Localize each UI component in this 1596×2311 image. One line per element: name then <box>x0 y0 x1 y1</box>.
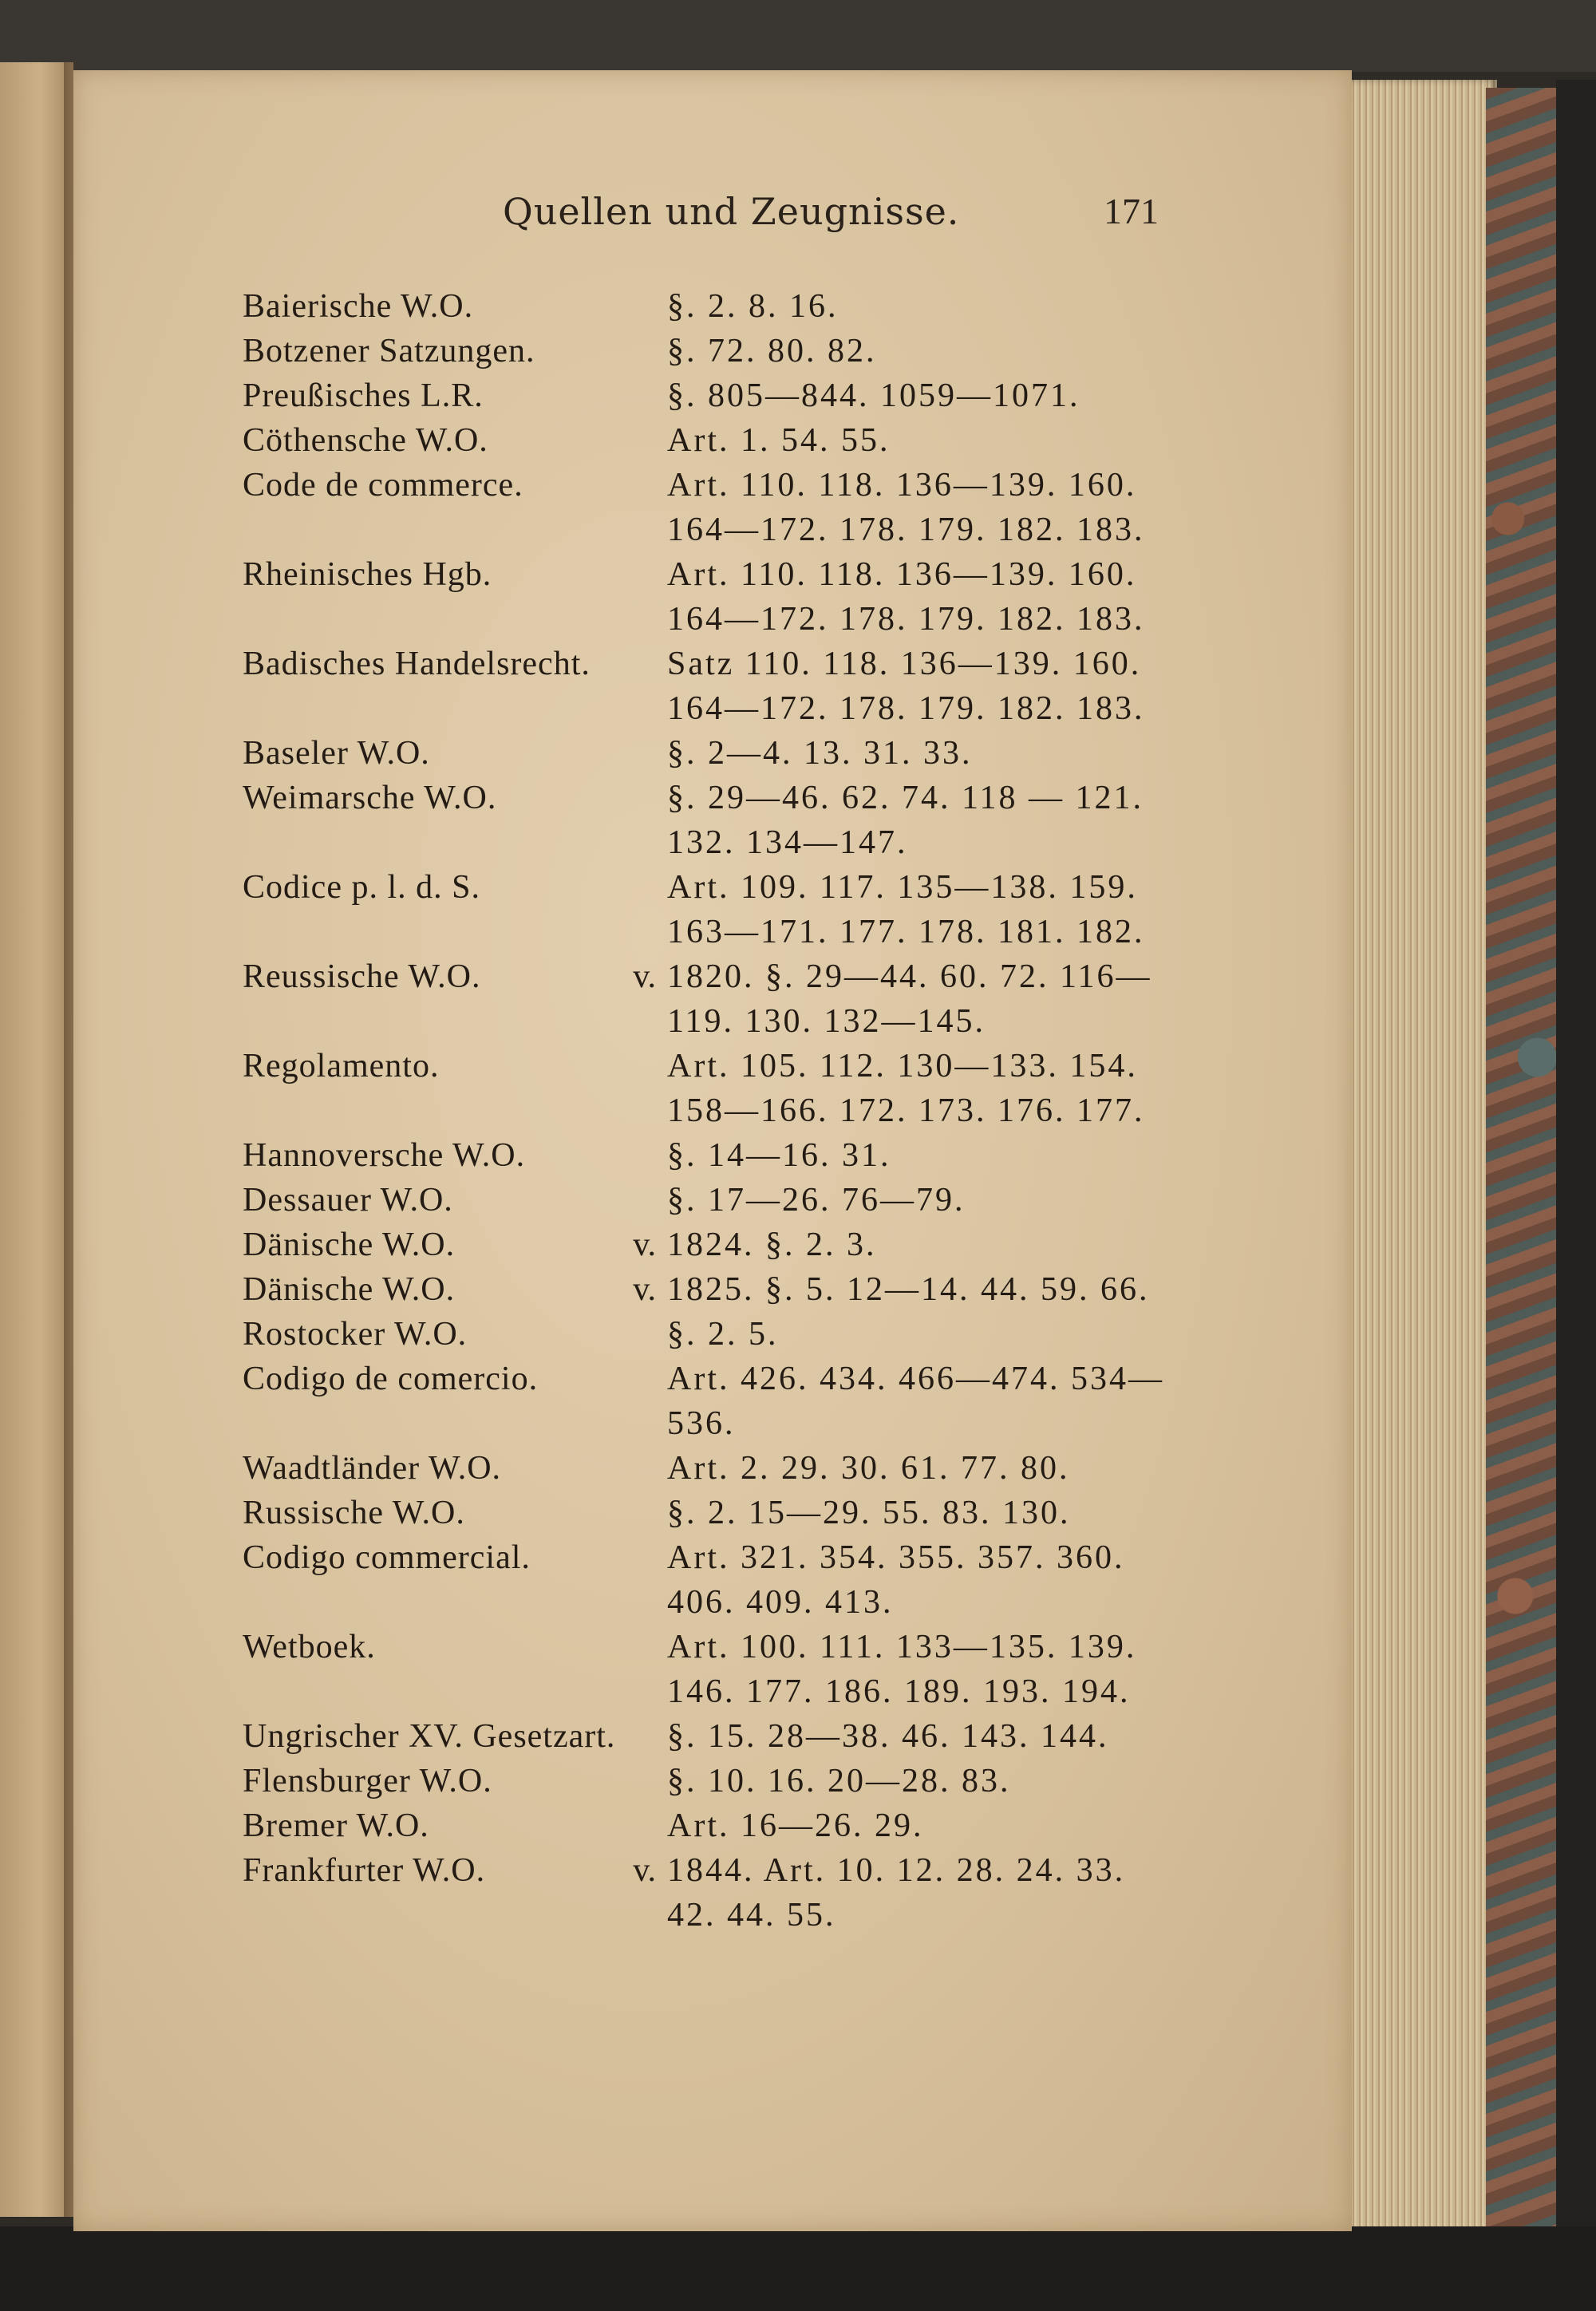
article-references: §. 10. 16. 20—28. 83. <box>667 1763 1011 1799</box>
source-entry <box>0 1446 1596 1491</box>
entry-line <box>0 1535 1596 1580</box>
entry-line <box>0 1491 1596 1535</box>
source-entry <box>0 329 1596 373</box>
source-name: Rostocker W.O. <box>243 1316 468 1353</box>
article-references: §. 805—844. 1059—1071. <box>667 377 1080 414</box>
article-references: §. 72. 80. 82. <box>667 333 877 369</box>
source-entry <box>0 1625 1596 1714</box>
article-references: §. 2—4. 13. 31. 33. <box>667 735 973 772</box>
source-name: Preußisches L.R. <box>243 377 484 414</box>
source-entry <box>0 284 1596 329</box>
entry-line <box>0 642 1596 686</box>
source-entry <box>0 1312 1596 1357</box>
source-list <box>0 284 1596 1938</box>
article-references: 1844. Art. 10. 12. 28. 24. 33. <box>667 1852 1126 1889</box>
entry-line <box>0 1759 1596 1803</box>
source-entry <box>0 1133 1596 1178</box>
source-entry <box>0 954 1596 1044</box>
article-references: 1824. §. 2. 3. <box>667 1227 877 1263</box>
article-references: §. 14—16. 31. <box>667 1137 891 1174</box>
entry-line <box>0 1580 1596 1625</box>
source-name: Baseler W.O. <box>243 735 430 772</box>
source-name: Rheinisches Hgb. <box>243 556 492 593</box>
source-name: Weimarsche W.O. <box>243 780 497 816</box>
date-prefix: v. <box>633 958 656 995</box>
article-references: §. 2. 8. 16. <box>667 288 839 325</box>
source-entry <box>0 1714 1596 1759</box>
article-references: Art. 2. 29. 30. 61. 77. 80. <box>667 1450 1070 1487</box>
source-entry <box>0 1803 1596 1848</box>
article-references: Art. 109. 117. 135—138. 159. <box>667 869 1138 906</box>
entry-line <box>0 1088 1596 1133</box>
article-references: §. 29—46. 62. 74. 118 — 121. <box>667 780 1144 816</box>
source-entry <box>0 1759 1596 1803</box>
source-name: Regolamento. <box>243 1048 440 1084</box>
article-references: Art. 426. 434. 466—474. 534— <box>667 1361 1164 1397</box>
entry-line <box>0 1848 1596 1893</box>
entry-line <box>0 1401 1596 1446</box>
article-references: Art. 321. 354. 355. 357. 360. <box>667 1539 1125 1576</box>
running-head <box>0 190 1596 254</box>
source-name: Frankfurter W.O. <box>243 1852 486 1889</box>
article-references: §. 17—26. 76—79. <box>667 1182 966 1219</box>
date-prefix: v. <box>633 1852 656 1889</box>
entry-line <box>0 865 1596 910</box>
source-entry <box>0 865 1596 954</box>
source-entry <box>0 373 1596 418</box>
source-name: Code de commerce. <box>243 467 523 504</box>
source-name: Badisches Handelsrecht. <box>243 646 591 682</box>
entry-line <box>0 1044 1596 1088</box>
source-name: Baierische W.O. <box>243 288 474 325</box>
page-title: Quellen und Zeugnisse. <box>503 190 960 233</box>
article-references: 1825. §. 5. 12—14. 44. 59. 66. <box>667 1271 1150 1308</box>
article-references: Art. 110. 118. 136—139. 160. <box>667 556 1137 593</box>
article-references: Art. 16—26. 29. <box>667 1807 924 1844</box>
entry-line <box>0 776 1596 820</box>
entry-line <box>0 463 1596 508</box>
source-name: Cöthensche W.O. <box>243 422 488 459</box>
source-name: Ungrischer XV. Gesetzart. <box>243 1718 616 1755</box>
entry-line <box>0 1714 1596 1759</box>
entry-line <box>0 418 1596 463</box>
page-number: 171 <box>1104 191 1159 231</box>
article-references: §. 2. 15—29. 55. 83. 130. <box>667 1495 1071 1531</box>
source-entry <box>0 1223 1596 1267</box>
entry-line <box>0 1312 1596 1357</box>
date-prefix: v. <box>633 1227 656 1263</box>
source-name: Flensburger W.O. <box>243 1763 492 1799</box>
article-references: 536. <box>667 1405 736 1442</box>
entry-line <box>0 1625 1596 1669</box>
source-name: Dessauer W.O. <box>243 1182 453 1219</box>
article-references: 164—172. 178. 179. 182. 183. <box>667 512 1145 548</box>
article-references: Art. 1. 54. 55. <box>667 422 891 459</box>
source-name: Dänische W.O. <box>243 1271 456 1308</box>
entry-line <box>0 954 1596 999</box>
entry-line <box>0 1803 1596 1848</box>
entry-line <box>0 284 1596 329</box>
source-entry <box>0 552 1596 642</box>
article-references: §. 2. 5. <box>667 1316 779 1353</box>
article-references: 158—166. 172. 173. 176. 177. <box>667 1092 1145 1129</box>
entry-line <box>0 552 1596 597</box>
source-entry <box>0 1491 1596 1535</box>
entry-line <box>0 1669 1596 1714</box>
source-name: Wetboek. <box>243 1629 376 1665</box>
entry-line <box>0 597 1596 642</box>
entry-line <box>0 1357 1596 1401</box>
source-entry <box>0 418 1596 463</box>
source-entry <box>0 1178 1596 1223</box>
entry-line <box>0 1133 1596 1178</box>
entry-line <box>0 820 1596 865</box>
entry-line <box>0 731 1596 776</box>
source-name: Codigo commercial. <box>243 1539 531 1576</box>
source-entry <box>0 1535 1596 1625</box>
entry-line <box>0 686 1596 731</box>
entry-line <box>0 1893 1596 1938</box>
entry-line <box>0 1178 1596 1223</box>
source-entry <box>0 731 1596 776</box>
article-references: 164—172. 178. 179. 182. 183. <box>667 601 1145 638</box>
scan-background-top <box>0 0 1596 72</box>
source-entry <box>0 776 1596 865</box>
source-entry <box>0 463 1596 552</box>
article-references: Art. 110. 118. 136—139. 160. <box>667 467 1137 504</box>
entry-line <box>0 910 1596 954</box>
source-entry <box>0 1267 1596 1312</box>
scan-background-bottom <box>0 2226 1596 2311</box>
source-name: Hannoversche W.O. <box>243 1137 526 1174</box>
article-references: Art. 105. 112. 130—133. 154. <box>667 1048 1138 1084</box>
entry-line <box>0 1267 1596 1312</box>
article-references: 164—172. 178. 179. 182. 183. <box>667 690 1145 727</box>
article-references: 42. 44. 55. <box>667 1897 836 1934</box>
article-references: 406. 409. 413. <box>667 1584 894 1621</box>
source-name: Reussische W.O. <box>243 958 481 995</box>
article-references: 119. 130. 132—145. <box>667 1003 986 1040</box>
entry-line <box>0 329 1596 373</box>
source-name: Codigo de comercio. <box>243 1361 539 1397</box>
source-name: Waadtländer W.O. <box>243 1450 502 1487</box>
source-name: Codice p. l. d. S. <box>243 869 480 906</box>
source-entry <box>0 1848 1596 1938</box>
article-references: 132. 134—147. <box>667 824 908 861</box>
article-references: §. 15. 28—38. 46. 143. 144. <box>667 1718 1109 1755</box>
source-entry <box>0 642 1596 731</box>
date-prefix: v. <box>633 1271 656 1308</box>
article-references: Art. 100. 111. 133—135. 139. <box>667 1629 1137 1665</box>
entry-line <box>0 508 1596 552</box>
source-name: Botzener Satzungen. <box>243 333 535 369</box>
source-name: Dänische W.O. <box>243 1227 456 1263</box>
source-entry <box>0 1357 1596 1446</box>
entry-line <box>0 373 1596 418</box>
source-name: Bremer W.O. <box>243 1807 429 1844</box>
article-references: 146. 177. 186. 189. 193. 194. <box>667 1673 1131 1710</box>
article-references: 1820. §. 29—44. 60. 72. 116— <box>667 958 1152 995</box>
article-references: 163—171. 177. 178. 181. 182. <box>667 914 1145 950</box>
source-name: Russische W.O. <box>243 1495 465 1531</box>
entry-line <box>0 1446 1596 1491</box>
article-references: Satz 110. 118. 136—139. 160. <box>667 646 1142 682</box>
source-entry <box>0 1044 1596 1133</box>
entry-line <box>0 1223 1596 1267</box>
entry-line <box>0 999 1596 1044</box>
